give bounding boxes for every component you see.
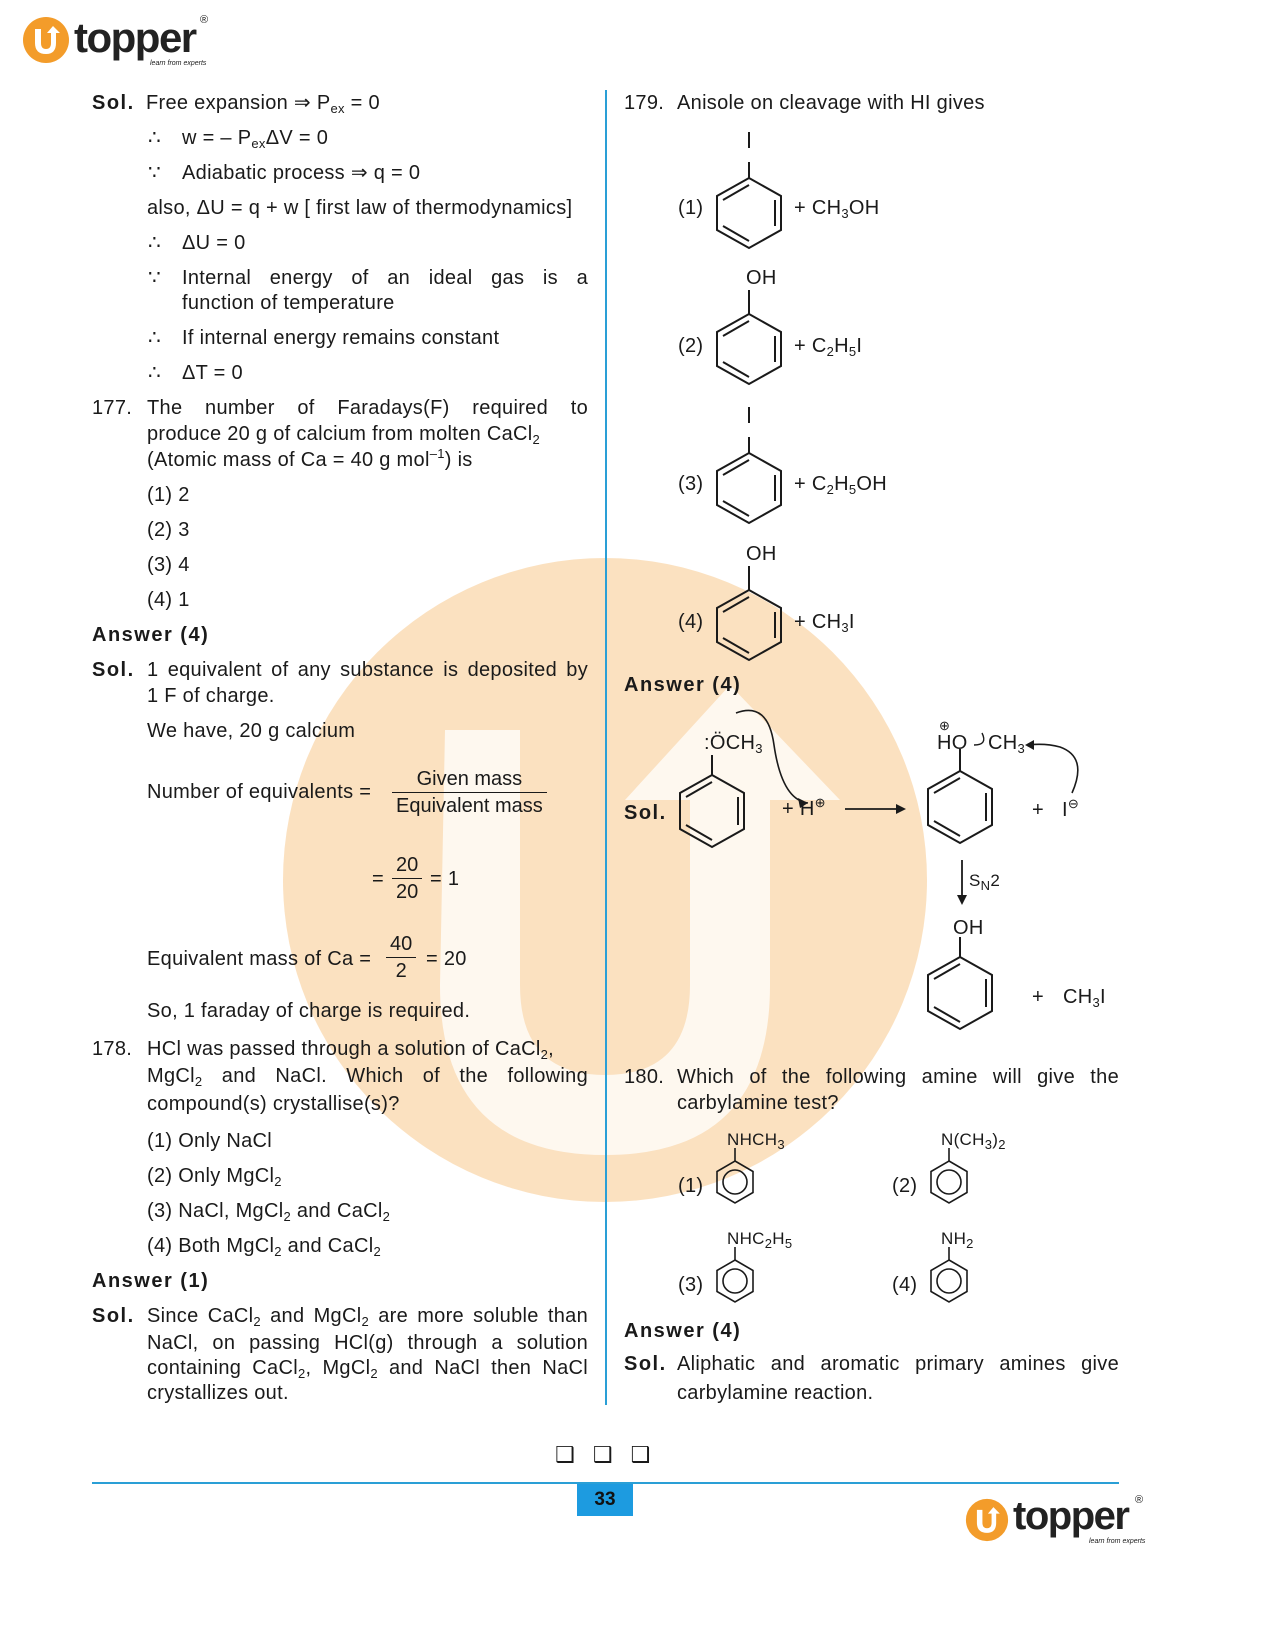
sol-179-label: Sol. [624, 802, 667, 824]
logo-tagline: learn from experts [150, 60, 207, 67]
q177-answer: Answer (4) [92, 624, 210, 646]
benzene-ring-icon [712, 405, 787, 525]
q180-line1: Which of the following amine will give the [677, 1066, 1119, 1088]
mech-iodide: I⊖ [1062, 796, 1080, 821]
q178-number: 178. [92, 1038, 133, 1060]
header-logo [22, 14, 212, 74]
mech-plus-2: + [1032, 986, 1044, 1008]
q178-option-1: (1) Only NaCl [147, 1130, 273, 1152]
sol-176-line4: also, ΔU = q + w [ first law of thermodynamics] [147, 197, 573, 219]
q177-line3: (Atomic mass of Ca = 40 g mol$^{-1}$) is [147, 446, 473, 471]
sol-177-eq2-fraction: $\frac{20}{20}$ [392, 852, 422, 905]
mech-methyl-iodide: $CH_3I$ [1063, 986, 1106, 1010]
sol-176-line7: ∴ If internal energy remains constant [148, 327, 500, 349]
sol-176-line5: ∴ ΔU = 0 [148, 232, 246, 254]
sol-176-line6-text-a: Internal energy of an ideal gas is a [182, 267, 588, 289]
sol-178-line4: crystallizes out. [147, 1382, 289, 1404]
q180-number: 180. [624, 1066, 665, 1088]
mech-oxonium-label: ⊕ HO [937, 718, 968, 754]
logo-wordmark: topper [1013, 1494, 1129, 1538]
page-number: 33 [577, 1484, 633, 1516]
q177-option-3: (3) 4 [147, 554, 190, 576]
logo-wordmark: topper [74, 14, 196, 61]
sol-176-line6: ∵ [148, 267, 162, 289]
logo-registered: ® [1135, 1494, 1144, 1506]
sol-177-eq2-pre: = [372, 868, 384, 890]
q178-line1: HCl was passed through a solution of CaCl$_2$, [147, 1038, 554, 1062]
mech-phenol-oh: OH [953, 917, 984, 939]
q178-answer: Answer (1) [92, 1270, 210, 1292]
q178-line2: MgCl$_2$ and NaCl. Which of the following [147, 1065, 588, 1089]
sol-180-label: Sol. [624, 1353, 667, 1375]
q179-number: 179. [624, 92, 665, 114]
sol-177-eq3-fraction: $\frac{40}{2}$ [386, 931, 416, 984]
sol-177-label: Sol. [92, 659, 135, 681]
sol-177-line2: 1 F of charge. [147, 685, 275, 707]
sol-177-eq3-label: Equivalent mass of Ca = [147, 948, 372, 970]
mech-sn2-label: $S_N2$ [969, 871, 1001, 893]
sol-177-eq1-label: Number of equivalents = [147, 781, 372, 803]
q177-line1: The number of Faradays(F) required to [147, 397, 588, 419]
q180-line2: carbylamine test? [677, 1092, 839, 1114]
footer-ornament: ❑❑❑ [555, 1443, 669, 1468]
sol-177-line3: We have, 20 g calcium [147, 720, 356, 742]
mech-oxonium-methyl: $CH_3$ [988, 732, 1026, 756]
sol-177-eq3-post: = 20 [426, 948, 467, 970]
sol-178-line3: containing CaCl$_2$, MgCl$_2$ and NaCl then NaCl [147, 1357, 588, 1381]
sol-178-line2: NaCl, on passing HCl(g) through a solution [147, 1332, 588, 1354]
q177-option-4: (4) 1 [147, 589, 190, 611]
sol-180-line2: carbylamine reaction. [677, 1382, 874, 1404]
q178-option-2: (2) Only MgCl$_2$ [147, 1165, 282, 1189]
sol-177-eq1-fraction: Given mass Equivalent mass [392, 766, 547, 819]
sol-177-line1: 1 equivalent of any substance is deposited by [147, 659, 588, 681]
column-divider [605, 90, 607, 1405]
q179-answer: Answer (4) [624, 674, 742, 696]
sol-176-line3: ∵ Adiabatic process ⇒ q = 0 [148, 162, 421, 184]
sol-176-line8: ∴ ΔT = 0 [148, 362, 243, 384]
benzene-ring-icon [712, 288, 787, 388]
mech-plus-1: + [1032, 799, 1044, 821]
benzene-ring-icon [712, 130, 787, 250]
q177-option-2: (2) 3 [147, 519, 190, 541]
q178-option-3: (3) NaCl, MgCl$_2$ and CaCl$_2$ [147, 1200, 391, 1224]
logo-tagline: learn from experts [1089, 1538, 1146, 1545]
benzene-ring-icon [712, 564, 787, 664]
mechanism-diagram [670, 705, 1130, 1045]
mech-proton: + H⊕ [782, 795, 826, 820]
q177-option-1: (1) 2 [147, 484, 190, 506]
q177-number: 177. [92, 397, 133, 419]
logo-icon [965, 1498, 1009, 1542]
q178-line3: compound(s) crystallise(s)? [147, 1093, 400, 1115]
q180-benzene-rings [700, 1145, 980, 1315]
sol-176-line2: ∴ w = – $P_{ex}\Delta V = 0$ [148, 127, 329, 151]
q178-option-4: (4) Both MgCl$_2$ and CaCl$_2$ [147, 1235, 381, 1259]
sol-178-label: Sol. [92, 1305, 135, 1327]
q179-text: Anisole on cleavage with HI gives [677, 92, 985, 114]
logo-icon [22, 16, 70, 64]
sol-177-conclusion: So, 1 faraday of charge is required. [147, 1000, 471, 1022]
q177-line2: produce 20 g of calcium from molten CaCl$_2$ [147, 423, 541, 447]
logo-registered: ® [200, 14, 209, 26]
footer-logo [965, 1494, 1155, 1554]
sol-177-eq2-post: = 1 [430, 868, 460, 890]
q180-answer: Answer (4) [624, 1320, 742, 1342]
sol-180-line1: Aliphatic and aromatic primary amines give [677, 1353, 1119, 1375]
sol-178-line1: Since CaCl$_2$ and MgCl$_2$ are more soluble than [147, 1305, 588, 1329]
sol-176-line1: Sol. Free expansion ⇒ $P_{ex} = 0$ [92, 92, 380, 116]
sol-176-line6-text-b: function of temperature [182, 292, 395, 314]
mech-anisole-label: $:ÖCH_3$ [704, 732, 763, 756]
